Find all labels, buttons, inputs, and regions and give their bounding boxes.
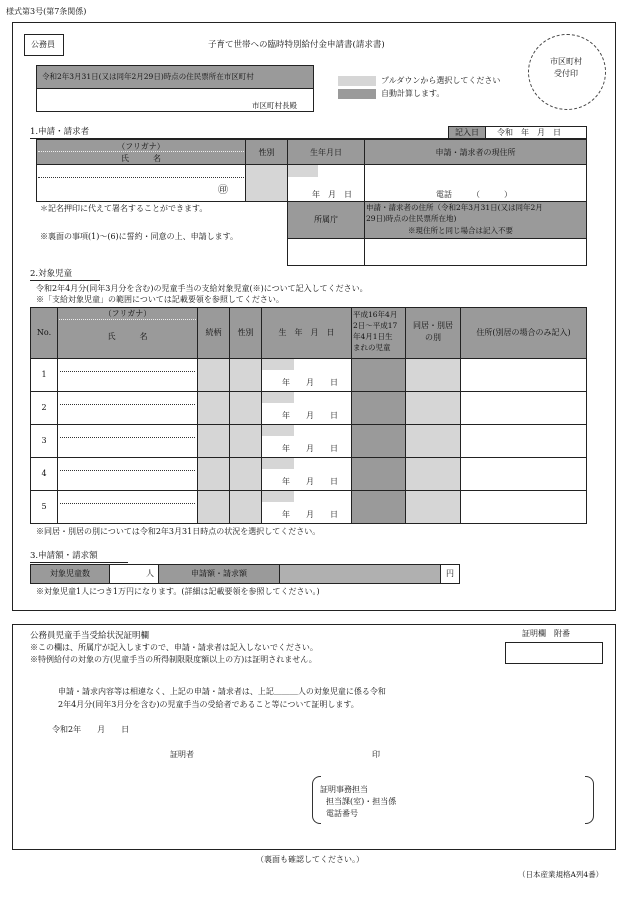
child-born-auto — [351, 457, 406, 491]
section1-heading: 1.申請・請求者 — [30, 127, 90, 137]
applicant-name-label: 氏 名 — [121, 154, 161, 163]
col-cohabit-2: の別 — [425, 333, 441, 342]
legend-auto-swatch — [338, 89, 376, 99]
count-label: 対象児童数 — [50, 569, 90, 578]
child-era-select[interactable] — [262, 392, 294, 403]
phone-label: 電話 （ ） — [436, 190, 512, 199]
stamp-line1: 市区町村 — [550, 57, 582, 66]
col-cohabit-1: 同居・別居 — [413, 321, 453, 330]
child-address-field[interactable] — [460, 358, 587, 392]
certifier-label: 証明者 — [170, 750, 194, 759]
seal-mark: ㊞ — [218, 185, 228, 196]
child-name-field[interactable] — [57, 358, 198, 392]
col-address: 住所(別居の場合のみ記入) — [476, 328, 571, 337]
child-name-field[interactable] — [57, 457, 198, 491]
child-address-field[interactable] — [460, 490, 587, 524]
child-era-select[interactable] — [262, 458, 294, 469]
child-relation-select[interactable] — [197, 424, 230, 458]
certificate-date: 令和2年 月 日 — [52, 725, 130, 734]
certificate-note2: ※特例給付の対象の方(児童手当の所得制限限度額以上の方)は証明されません。 — [30, 655, 317, 664]
child-gender-select[interactable] — [229, 490, 262, 524]
child-row-number: 4 — [41, 469, 47, 478]
child-row-number: 2 — [41, 403, 47, 412]
certificate-body2: 2年4月分(同年3月分を含む)の児童手当の受給者であること等について証明します。 — [58, 700, 359, 709]
legend-pulldown-swatch — [338, 76, 376, 86]
col-relation: 続柄 — [205, 328, 222, 337]
col-furigana: （フリガナ） — [103, 309, 152, 318]
child-relation-select[interactable] — [197, 391, 230, 425]
applicant-furigana-line — [38, 177, 244, 178]
amount-label: 申請額・請求額 — [191, 569, 247, 578]
section3-note: ※対象児童1人につき1万円になります。(詳細は記載要領を参照してください。) — [36, 587, 320, 596]
child-born-auto — [351, 391, 406, 425]
child-cohabit-select[interactable] — [405, 457, 461, 491]
child-gender-select[interactable] — [229, 391, 262, 425]
form-number: 様式第3号(第7条関係) — [6, 7, 87, 16]
child-relation-select[interactable] — [197, 358, 230, 392]
address-label: 申請・請求者の現住所 — [435, 148, 516, 157]
section2-intro1: 令和2年4月分(同年3月分を含む)の児童手当の支給対象児童(※)について記入してください。 — [36, 284, 368, 293]
address-on-date-2: 29日)時点の住民票所在地) — [366, 214, 457, 223]
section2-heading: 2.対象児童 — [30, 269, 73, 279]
section2-footnote: ※同居・別居の別については令和2年3月31日時点の状況を選択してください。 — [36, 527, 321, 536]
col-name-divider — [59, 319, 196, 320]
amount-field — [279, 564, 441, 584]
child-address-field[interactable] — [460, 391, 587, 425]
fill-date-label: 記入日 — [455, 128, 479, 137]
gender-label: 性別 — [258, 148, 275, 157]
residence-question: 令和2年3月31日(又は同年2月29日)時点の住民票所在市区町村 — [42, 72, 254, 81]
furigana-divider — [38, 151, 244, 152]
child-era-select[interactable] — [262, 425, 294, 436]
child-cohabit-select[interactable] — [405, 424, 461, 458]
jis-standard: （日本産業規格A列4番） — [518, 870, 604, 879]
child-name-field[interactable] — [57, 490, 198, 524]
stamp-line2: 受付印 — [554, 69, 578, 78]
certificate-title: 公務員児童手当受給状況証明欄 — [30, 631, 150, 641]
certificate-note1: ※この欄は、所属庁が記入しますので、申請・請求者は記入しないでください。 — [30, 643, 318, 652]
section3-underline — [30, 562, 128, 563]
child-born-auto — [351, 358, 406, 392]
count-unit: 人 — [146, 569, 154, 578]
child-era-select[interactable] — [262, 359, 294, 370]
back-note: （裏面も確認してください。） — [256, 855, 364, 864]
col-no: No. — [36, 328, 52, 337]
child-birth-ymd: 年 月 日 — [282, 411, 338, 420]
gender-select[interactable] — [245, 164, 288, 202]
child-furigana-line — [60, 470, 195, 471]
certificate-number-label: 証明欄 附番 — [522, 629, 570, 638]
pledge-note: ※裏面の事項(1)～(6)に誓約・同意の上、申請します。 — [40, 232, 239, 241]
child-birth-ymd: 年 月 日 — [282, 477, 338, 486]
child-row-number: 1 — [41, 370, 47, 379]
birth-label: 生年月日 — [310, 148, 342, 157]
col-gender: 性別 — [237, 328, 254, 337]
contact-bracket-left — [312, 776, 321, 824]
child-address-field[interactable] — [460, 457, 587, 491]
legend-pulldown: プルダウンから選択してください — [381, 76, 501, 85]
child-address-field[interactable] — [460, 424, 587, 458]
sign-note: ＊記名押印に代えて署名することができます。 — [40, 204, 208, 213]
child-gender-select[interactable] — [229, 424, 262, 458]
col-name: 氏 名 — [107, 332, 148, 341]
child-era-select[interactable] — [262, 491, 294, 502]
child-name-field[interactable] — [57, 424, 198, 458]
certifier-seal: 印 — [372, 750, 380, 759]
child-gender-select[interactable] — [229, 358, 262, 392]
child-cohabit-select[interactable] — [405, 358, 461, 392]
child-row-number: 3 — [41, 436, 47, 445]
applicant-furigana-label: （フリガナ） — [117, 142, 165, 151]
contact-bracket-right — [585, 776, 594, 824]
col-born-2: 2日～平成17 — [353, 321, 398, 330]
child-cohabit-select[interactable] — [405, 490, 461, 524]
certificate-body1: 申請・請求内容等は相違なく、上記の申請・請求者は、上記＿＿＿人の対象児童に係る令和 — [58, 687, 386, 696]
section2-underline — [30, 280, 100, 281]
child-relation-select[interactable] — [197, 490, 230, 524]
mayor-addressee: 市区町村長殿 — [252, 101, 297, 110]
child-gender-select[interactable] — [229, 457, 262, 491]
contact-line3: 電話番号 — [326, 809, 358, 818]
child-cohabit-select[interactable] — [405, 391, 461, 425]
contact-line1: 証明事務担当 — [320, 785, 368, 794]
child-born-auto — [351, 424, 406, 458]
birth-ymd: 年 月 日 — [312, 190, 352, 199]
section3-heading: 3.申請額・請求額 — [30, 551, 98, 561]
address-on-date-field[interactable] — [364, 238, 587, 266]
page-title: 子育て世帯への臨時特別給付金申請書(請求書) — [208, 40, 385, 50]
era-select[interactable] — [288, 165, 318, 177]
amount-unit: 円 — [446, 569, 454, 578]
child-furigana-line — [60, 404, 195, 405]
applicant-name-field[interactable] — [36, 164, 246, 202]
col-born-3: 年4月1日生 — [353, 332, 393, 341]
fill-date-value: 令和 年 月 日 — [497, 128, 561, 137]
col-born-4: まれの児童 — [353, 343, 391, 352]
legend-auto: 自動計算します。 — [381, 89, 445, 98]
same-address-note: ※現住所と同じ場合は記入不要 — [408, 226, 513, 235]
child-furigana-line — [60, 503, 195, 504]
civil-servant-label: 公務員 — [31, 40, 55, 49]
child-furigana-line — [60, 437, 195, 438]
child-relation-select[interactable] — [197, 457, 230, 491]
child-birth-ymd: 年 月 日 — [282, 444, 338, 453]
office-field[interactable] — [287, 238, 365, 266]
col-born-1: 平成16年4月 — [353, 310, 398, 319]
contact-line2: 担当課(室)・担当係 — [326, 797, 397, 806]
child-name-field[interactable] — [57, 391, 198, 425]
child-born-auto — [351, 490, 406, 524]
child-birth-ymd: 年 月 日 — [282, 378, 338, 387]
certificate-number-field[interactable] — [505, 642, 603, 664]
address-on-date-1: 申請・請求者の住所（令和2年3月31日(又は同年2月 — [366, 203, 543, 212]
col-birth: 生 年 月 日 — [278, 328, 335, 337]
child-birth-ymd: 年 月 日 — [282, 510, 338, 519]
child-row-number: 5 — [41, 502, 47, 511]
child-furigana-line — [60, 371, 195, 372]
office-label: 所属庁 — [314, 215, 338, 224]
section2-intro2: ※「支給対象児童」の範囲については記載要領を参照してください。 — [36, 295, 284, 304]
